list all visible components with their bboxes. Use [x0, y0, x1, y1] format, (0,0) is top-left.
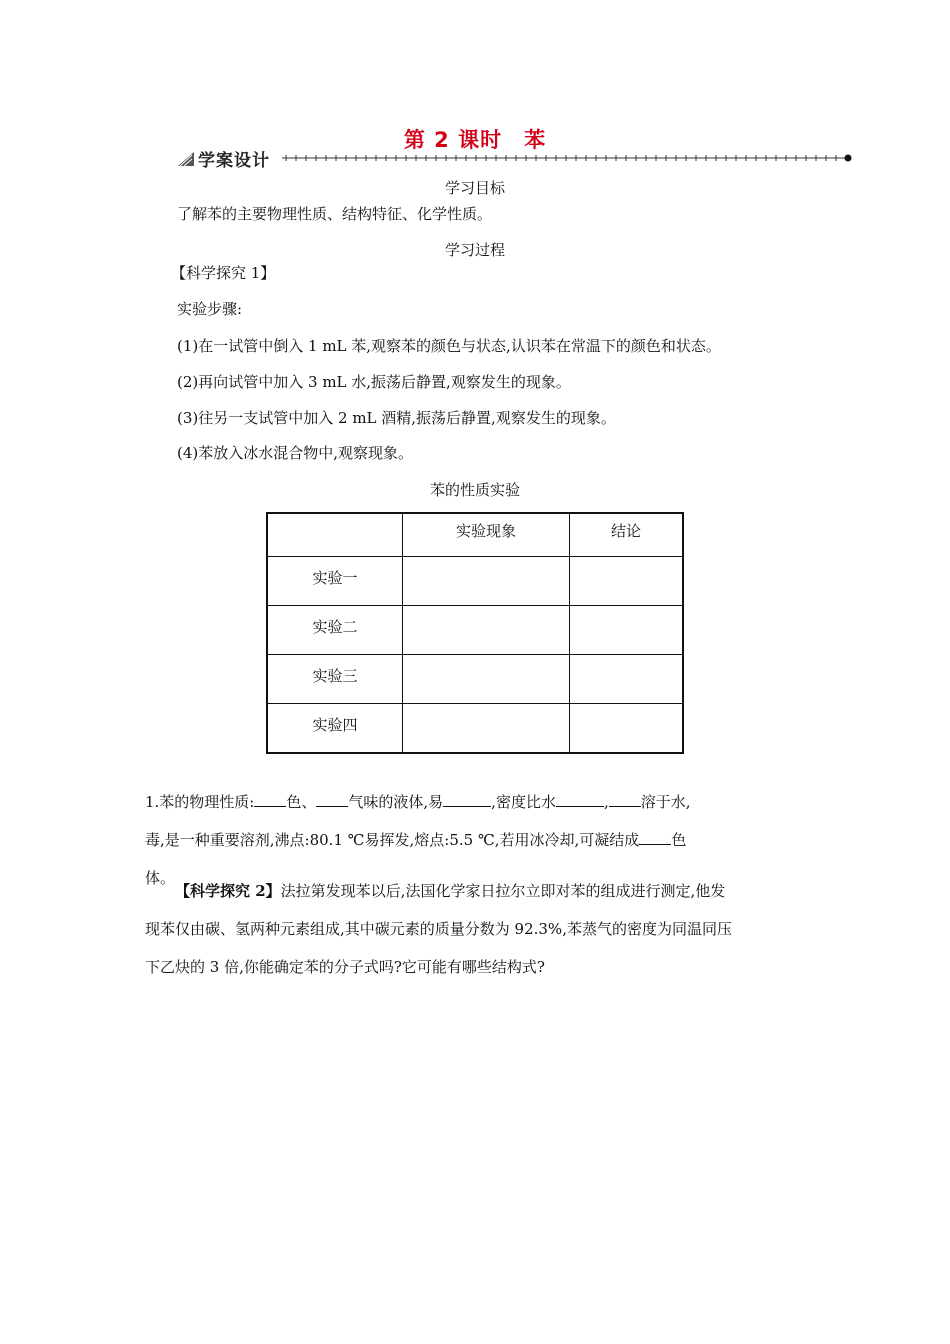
fill-blank[interactable] — [316, 792, 348, 807]
inquiry2-text: 法拉第发现苯以后,法国化学家日拉尔立即对苯的组成进行测定,他发 — [280, 882, 726, 900]
table-cell-blank — [570, 704, 684, 754]
table-row-label: 实验四 — [267, 704, 403, 754]
table-cell-blank — [403, 704, 570, 754]
q1-text: 色、 — [286, 793, 317, 811]
q1-text: 气味的液体,易 — [348, 793, 444, 811]
step-1: (1)在一试管中倒入 1 mL 苯,观察苯的颜色与状态,认识苯在常温下的颜色和状态。 — [177, 337, 721, 355]
section-banner — [176, 146, 854, 170]
inquiry2-text: 下乙炔的 3 倍,你能确定苯的分子式吗?它可能有哪些结构式? — [145, 958, 545, 976]
q1-text: 溶于水, — [640, 793, 691, 811]
banner-decoration — [176, 146, 854, 170]
inquiry1-label: 【科学探究 1】 — [171, 264, 276, 282]
process-heading: 学习过程 — [444, 241, 505, 259]
table-row-label: 实验一 — [267, 557, 403, 606]
page-title: 第 2 课时 苯 — [403, 128, 547, 152]
inquiry2-label: 【科学探究 2】 — [175, 882, 281, 900]
fill-blank[interactable] — [254, 792, 286, 807]
fill-blank[interactable] — [443, 792, 491, 807]
table-cell-blank — [570, 557, 684, 606]
table-cell-blank — [403, 557, 570, 606]
inquiry-2 — [145, 877, 810, 982]
table-cell-blank — [403, 606, 570, 655]
q1-text: ,密度比水 — [491, 793, 556, 811]
step-4: (4)苯放入冰水混合物中,观察现象。 — [177, 444, 414, 462]
table-cell-blank — [403, 655, 570, 704]
table-header-empty — [267, 513, 403, 557]
q1-text: 毒,是一种重要溶剂,沸点:80.1 ℃易挥发,熔点:5.5 ℃,若用冰冷却,可凝结成 — [145, 831, 640, 849]
fill-blank[interactable] — [639, 830, 671, 845]
step-2: (2)再向试管中加入 3 mL 水,振荡后静置,观察发生的现象。 — [177, 373, 571, 391]
q1-text: 色 — [671, 831, 687, 849]
table-cell-blank — [570, 606, 684, 655]
q1-text: 体。 — [145, 869, 176, 887]
table-row-label: 实验二 — [267, 606, 403, 655]
table-header-phenomenon: 实验现象 — [403, 513, 570, 557]
fill-blank[interactable] — [556, 792, 604, 807]
goals-heading: 学习目标 — [444, 179, 505, 197]
step-3: (3)往另一支试管中加入 2 mL 酒精,振荡后静置,观察发生的现象。 — [177, 409, 616, 427]
goals-text: 了解苯的主要物理性质、结构特征、化学性质。 — [177, 205, 493, 223]
q1-text: , — [603, 793, 609, 811]
inquiry2-text: 现苯仅由碳、氢两种元素组成,其中碳元素的质量分数为 92.3%,苯蒸气的密度为同温同压 — [145, 920, 732, 938]
experiment-table — [266, 512, 684, 754]
q1-text: 1.苯的物理性质: — [145, 793, 255, 811]
fill-blank[interactable] — [609, 792, 641, 807]
table-row-label: 实验三 — [267, 655, 403, 704]
banner-label: 学案设计 — [198, 151, 270, 171]
table-header-conclusion: 结论 — [570, 513, 684, 557]
steps-label: 实验步骤: — [177, 300, 243, 318]
table-cell-blank — [570, 655, 684, 704]
table-caption: 苯的性质实验 — [429, 481, 520, 499]
